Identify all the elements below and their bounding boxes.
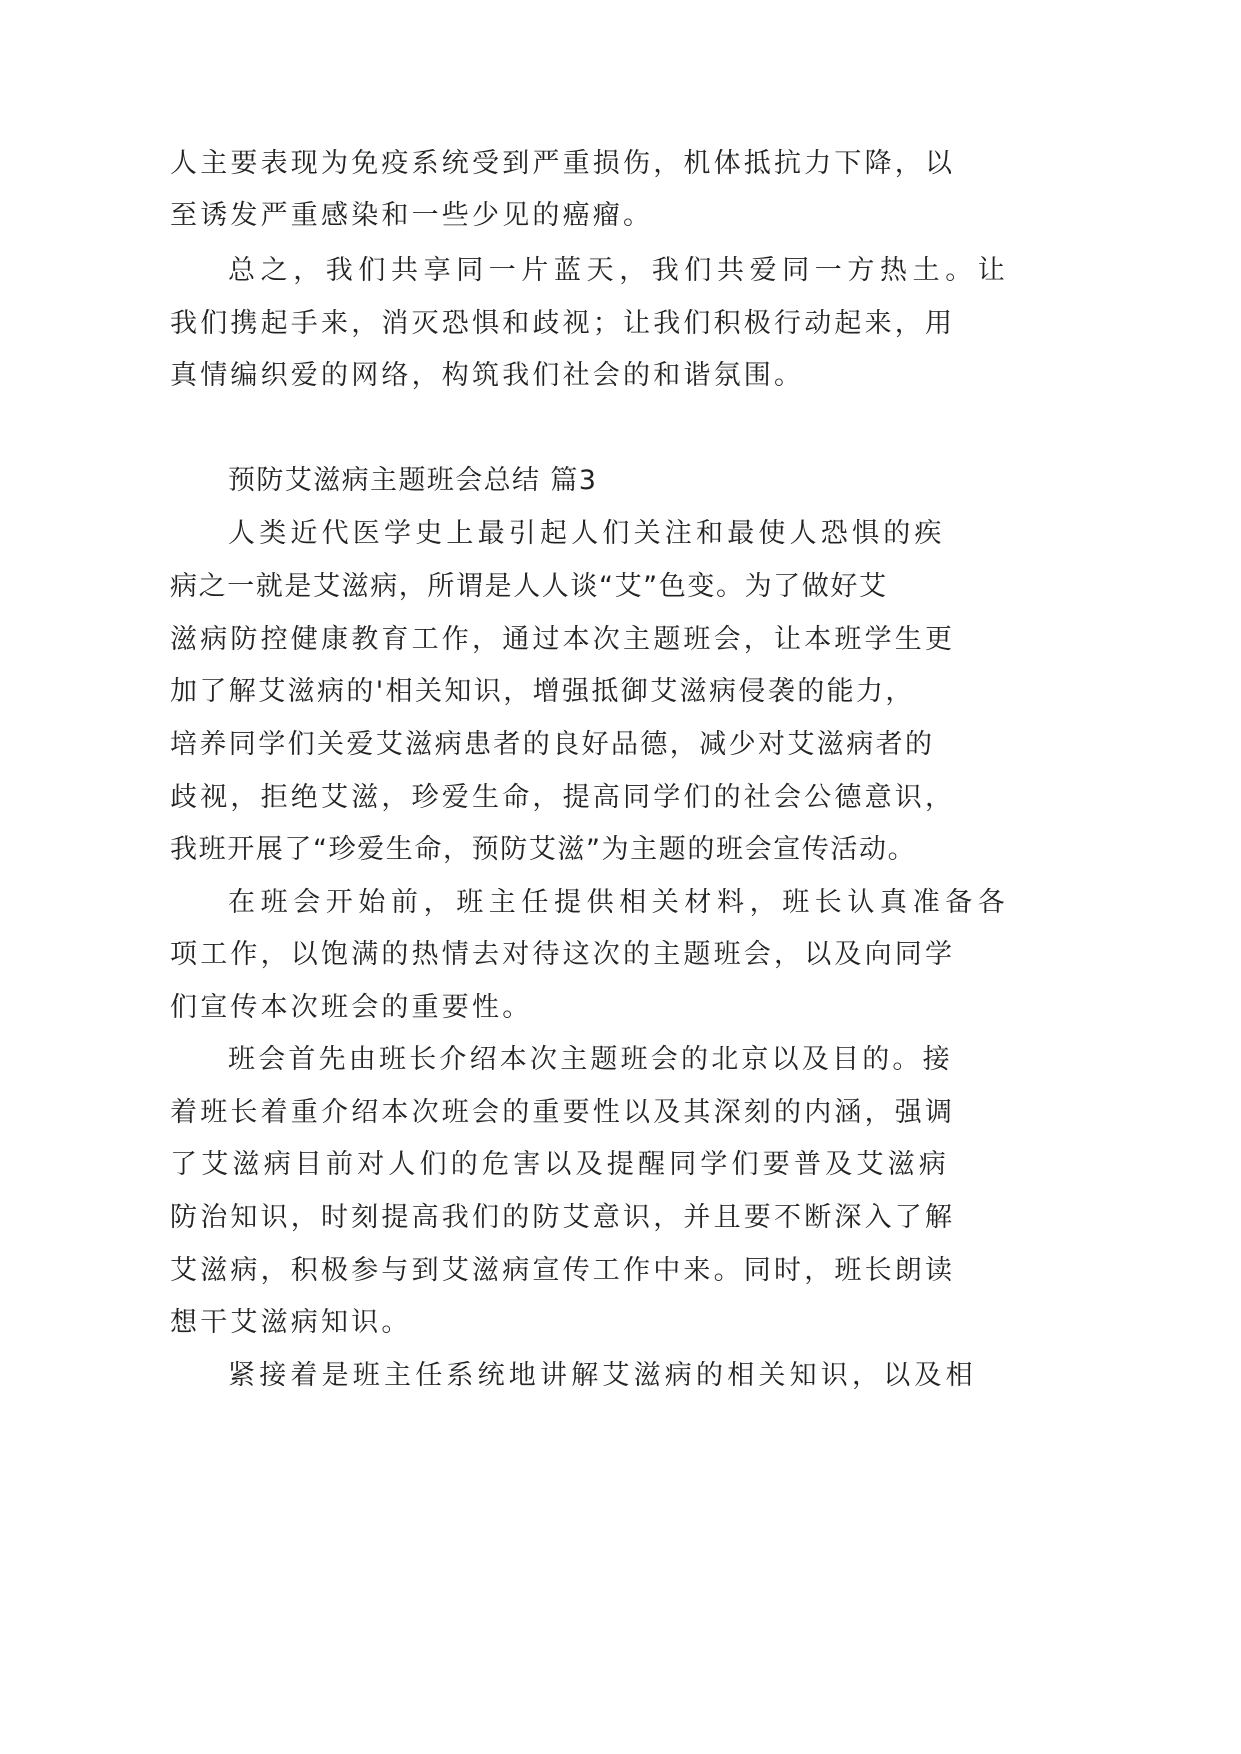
text-line: 滋病防控健康教育工作，通过本次主题班会，让本班学生更 <box>170 624 956 655</box>
text-line: 们宣传本次班会的重要性。 <box>170 992 533 1023</box>
text-line: 加了解艾滋病的'相关知识，增强抵御艾滋病侵袭的能力， <box>170 676 915 707</box>
text-line: 想干艾滋病知识。 <box>170 1307 412 1338</box>
text-line: 总之，我们共享同一片蓝天，我们共爱同一方热土。让 <box>228 255 1011 286</box>
section-heading: 预防艾滋病主题班会总结 篇3 <box>228 465 598 496</box>
text-line: 在班会开始前，班主任提供相关材料，班长认真准备各 <box>228 887 1011 918</box>
text-line: 紧接着是班主任系统地讲解艾滋病的相关知识，以及相 <box>228 1360 977 1391</box>
text-line: 项工作，以饱满的热情去对待这次的主题班会，以及向同学 <box>170 939 956 970</box>
text-line: 歧视，拒绝艾滋，珍爱生命，提高同学们的社会公德意识， <box>170 782 956 813</box>
text-line: 艾滋病，积极参与到艾滋病宣传工作中来。同时，班长朗读 <box>170 1255 956 1286</box>
text-line: 培养同学们关爱艾滋病患者的良好品德，减少对艾滋病者的 <box>170 729 935 760</box>
text-line: 我们携起手来，消灭恐惧和歧视；让我们积极行动起来，用 <box>170 308 956 339</box>
text-line: 真情编织爱的网络，构筑我们社会的和谐氛围。 <box>170 360 805 391</box>
text-line: 我班开展了“珍爱生命，预防艾滋”为主题的班会宣传活动。 <box>170 834 917 865</box>
text-line: 人主要表现为免疫系统受到严重损伤，机体抵抗力下降，以 <box>170 148 956 179</box>
text-line: 病之一就是艾滋病，所谓是人人谈“艾”色变。为了做好艾 <box>170 571 888 602</box>
text-line: 着班长着重介绍本次班会的重要性以及其深刻的内涵，强调 <box>170 1097 956 1128</box>
text-line: 人类近代医学史上最引起人们关注和最使人恐惧的疾 <box>228 518 946 549</box>
text-line: 了艾滋病目前对人们的危害以及提醒同学们要普及艾滋病 <box>170 1149 950 1180</box>
text-line: 至诱发严重感染和一些少见的癌瘤。 <box>170 200 654 231</box>
text-line: 防治知识，时刻提高我们的防艾意识，并且要不断深入了解 <box>170 1202 956 1233</box>
text-line: 班会首先由班长介绍本次主题班会的北京以及目的。接 <box>228 1044 953 1075</box>
